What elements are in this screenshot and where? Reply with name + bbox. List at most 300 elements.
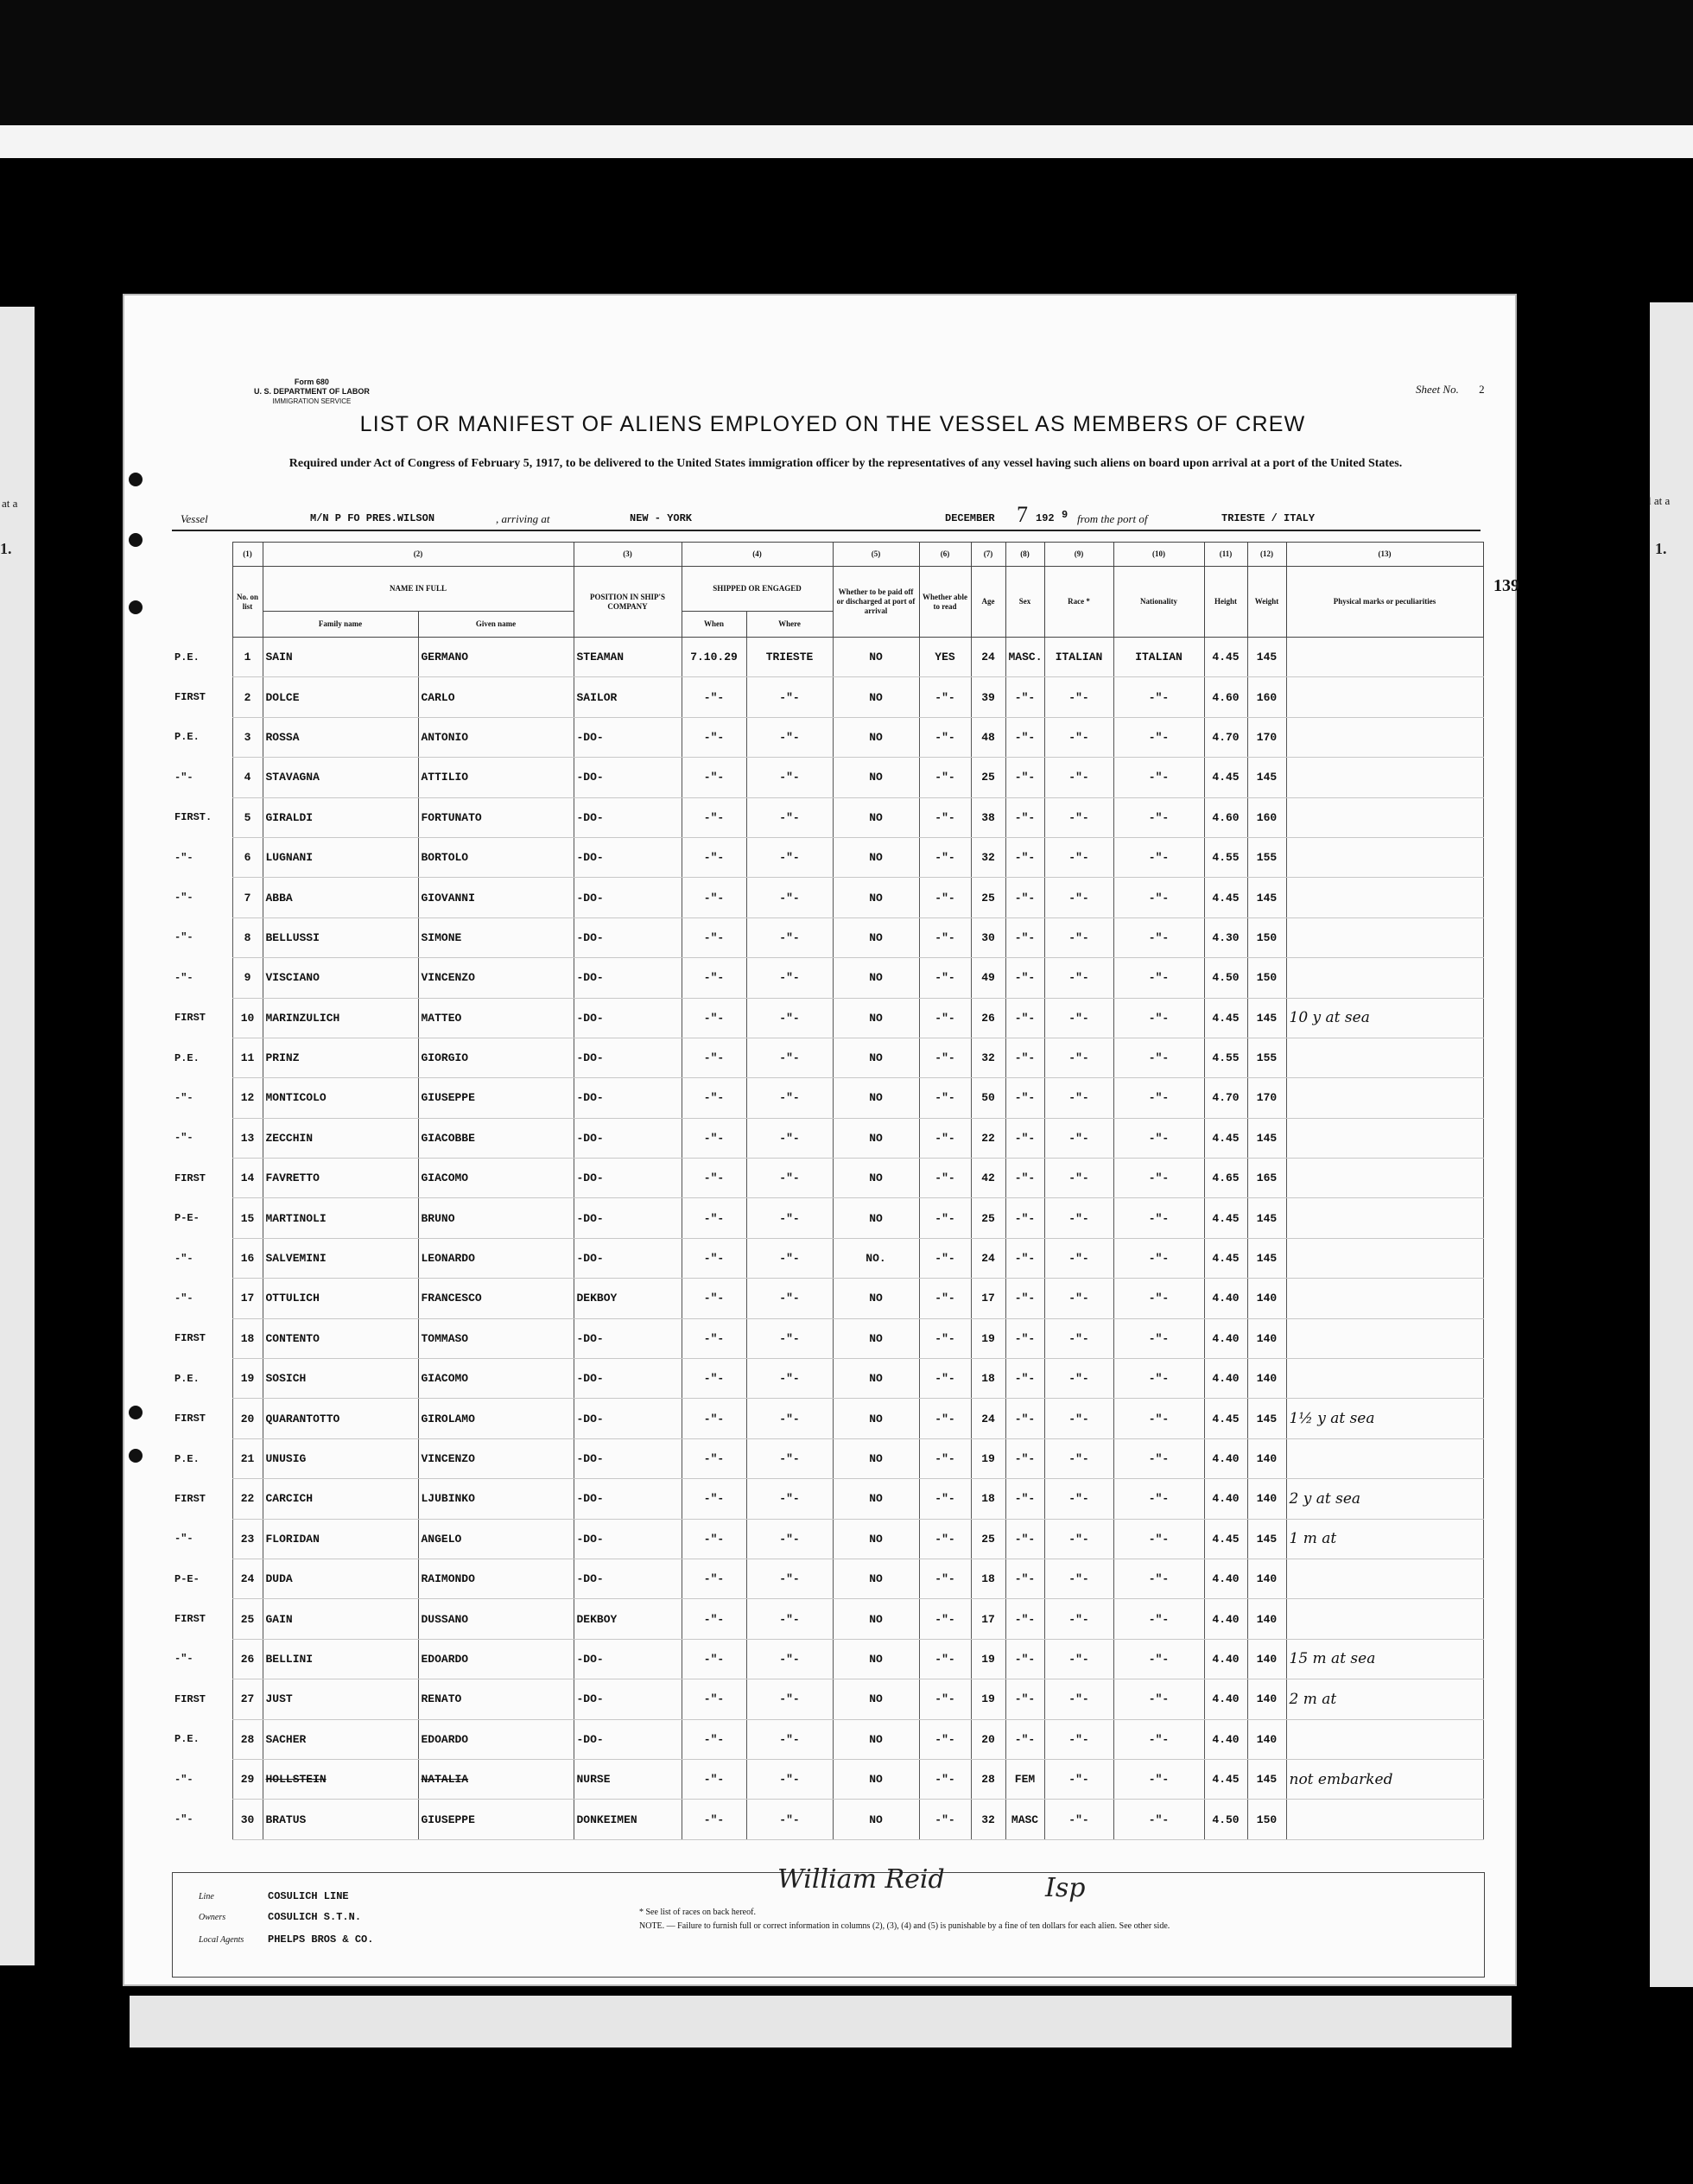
crew-when-shipped: -"-: [682, 1599, 746, 1639]
crew-number: 2: [232, 677, 263, 717]
crew-paid-off: NO: [833, 1719, 919, 1759]
crew-number: 18: [232, 1318, 263, 1358]
crew-given-name: RENATO: [418, 1679, 574, 1719]
crew-where-shipped: -"-: [746, 958, 833, 998]
crew-number: 28: [232, 1719, 263, 1759]
header-race: Race *: [1044, 567, 1113, 638]
crew-sex: MASC: [1005, 1800, 1044, 1839]
crew-number: 24: [232, 1559, 263, 1598]
crew-when-shipped: -"-: [682, 1479, 746, 1519]
crew-sex: -"-: [1005, 1559, 1044, 1598]
crew-paid-off: NO: [833, 638, 919, 677]
crew-age: 17: [971, 1279, 1005, 1318]
crew-position: -DO-: [574, 1438, 682, 1478]
crew-sex: -"-: [1005, 1279, 1044, 1318]
crew-weight: 155: [1247, 837, 1286, 877]
table-row: [172, 1759, 1483, 1799]
crew-physical-marks: [1286, 1559, 1483, 1598]
crew-family-name: STAVAGNA: [263, 758, 418, 797]
crew-nationality: -"-: [1113, 1359, 1204, 1399]
crew-race: -"-: [1044, 1639, 1113, 1679]
crew-race: -"-: [1044, 797, 1113, 837]
crew-able-to-read: -"-: [919, 1318, 971, 1358]
scan-border-top: [0, 0, 1693, 125]
header-shipped-engaged: SHIPPED OR ENGAGED: [682, 567, 833, 612]
crew-age: 22: [971, 1118, 1005, 1158]
crew-age: 25: [971, 1519, 1005, 1559]
crew-nationality: -"-: [1113, 1118, 1204, 1158]
crew-able-to-read: -"-: [919, 1759, 971, 1799]
crew-weight: 170: [1247, 1078, 1286, 1118]
page-subtitle: Required under Act of Congress of February 5, 1917, to be delivered to the United States immigration officer by the representatives of any vessel having such aliens on board upon arrival at a port of the United States.: [289, 457, 1403, 470]
crew-height: 4.45: [1204, 1759, 1247, 1799]
adjacent-page-left: [0, 307, 35, 1965]
crew-height: 4.65: [1204, 1159, 1247, 1198]
crew-race: -"-: [1044, 1438, 1113, 1478]
crew-sex: -"-: [1005, 1639, 1044, 1679]
crew-weight: 145: [1247, 1118, 1286, 1158]
table-row: [172, 1399, 1483, 1438]
table-row: [172, 638, 1483, 677]
crew-height: 4.45: [1204, 1118, 1247, 1158]
crew-status: P.E.: [174, 1372, 200, 1385]
crew-number: 23: [232, 1519, 263, 1559]
crew-where-shipped: -"-: [746, 917, 833, 957]
crew-race: -"-: [1044, 1359, 1113, 1399]
crew-weight: 170: [1247, 717, 1286, 757]
crew-height: 4.45: [1204, 1399, 1247, 1438]
crew-nationality: -"-: [1113, 1719, 1204, 1759]
crew-physical-marks: [1286, 1279, 1483, 1318]
crew-when-shipped: -"-: [682, 1639, 746, 1679]
col-5-number: (5): [833, 543, 919, 567]
crew-where-shipped: -"-: [746, 1118, 833, 1158]
crew-where-shipped: -"-: [746, 1238, 833, 1278]
crew-nationality: -"-: [1113, 1399, 1204, 1438]
crew-number: 20: [232, 1399, 263, 1438]
crew-weight: 140: [1247, 1479, 1286, 1519]
crew-number: 11: [232, 1038, 263, 1077]
crew-status: P.E.: [174, 731, 200, 744]
crew-where-shipped: -"-: [746, 1438, 833, 1478]
crew-height: 4.45: [1204, 758, 1247, 797]
crew-family-name: DOLCE: [263, 677, 418, 717]
crew-given-name: GERMANO: [418, 638, 574, 677]
crew-where-shipped: -"-: [746, 1279, 833, 1318]
crew-able-to-read: -"-: [919, 1118, 971, 1158]
crew-family-name: VISCIANO: [263, 958, 418, 998]
crew-position: -DO-: [574, 1238, 682, 1278]
table-row: [172, 1438, 1483, 1478]
binder-hole: [129, 473, 143, 486]
table-row: [172, 917, 1483, 957]
table-row: [172, 1479, 1483, 1519]
crew-weight: 140: [1247, 1559, 1286, 1598]
crew-where-shipped: -"-: [746, 1679, 833, 1719]
crew-where-shipped: -"-: [746, 1159, 833, 1198]
crew-weight: 160: [1247, 677, 1286, 717]
crew-nationality: -"-: [1113, 758, 1204, 797]
crew-nationality: ITALIAN: [1113, 638, 1204, 677]
crew-height: 4.55: [1204, 837, 1247, 877]
crew-status: -"-: [174, 771, 193, 784]
col-2-number: (2): [263, 543, 574, 567]
crew-paid-off: NO: [833, 1599, 919, 1639]
crew-status: -"-: [174, 931, 193, 944]
crew-race: -"-: [1044, 1078, 1113, 1118]
crew-height: 4.40: [1204, 1318, 1247, 1358]
crew-physical-marks: [1286, 1238, 1483, 1278]
crew-sex: -"-: [1005, 917, 1044, 957]
crew-where-shipped: -"-: [746, 1639, 833, 1679]
crew-age: 19: [971, 1639, 1005, 1679]
crew-race: -"-: [1044, 1279, 1113, 1318]
crew-status: P-E-: [174, 1212, 200, 1225]
col-1-number: (1): [232, 543, 263, 567]
crew-position: -DO-: [574, 1118, 682, 1158]
crew-paid-off: NO: [833, 837, 919, 877]
crew-family-name: LUGNANI: [263, 837, 418, 877]
crew-status: -"-: [174, 1132, 193, 1145]
crew-height: 4.70: [1204, 1078, 1247, 1118]
crew-given-name: GIUSEPPE: [418, 1800, 574, 1839]
crew-status: FIRST: [174, 1492, 206, 1505]
crew-number: 14: [232, 1159, 263, 1198]
crew-nationality: -"-: [1113, 1800, 1204, 1839]
crew-sex: -"-: [1005, 998, 1044, 1038]
table-row: [172, 878, 1483, 917]
crew-race: -"-: [1044, 1479, 1113, 1519]
header-able-to-read: Whether able to read: [919, 567, 971, 638]
crew-weight: 140: [1247, 1719, 1286, 1759]
crew-family-name: SAIN: [263, 638, 418, 677]
crew-able-to-read: -"-: [919, 758, 971, 797]
crew-position: -DO-: [574, 1399, 682, 1438]
crew-able-to-read: -"-: [919, 1800, 971, 1839]
left-margin-edge: 1.: [0, 540, 12, 557]
crew-physical-marks: 1½ y at sea: [1286, 1399, 1483, 1438]
crew-physical-marks: [1286, 1078, 1483, 1118]
crew-when-shipped: -"-: [682, 1679, 746, 1719]
crew-paid-off: NO: [833, 1759, 919, 1799]
crew-race: -"-: [1044, 1238, 1113, 1278]
crew-sex: -"-: [1005, 1719, 1044, 1759]
crew-sex: -"-: [1005, 717, 1044, 757]
crew-position: SAILOR: [574, 677, 682, 717]
crew-nationality: -"-: [1113, 677, 1204, 717]
crew-when-shipped: -"-: [682, 1399, 746, 1438]
table-row: [172, 837, 1483, 877]
crew-able-to-read: -"-: [919, 1238, 971, 1278]
crew-where-shipped: TRIESTE: [746, 638, 833, 677]
binder-hole: [129, 533, 143, 547]
header-name-in-full: NAME IN FULL: [263, 567, 574, 612]
crew-status: -"-: [174, 1292, 193, 1305]
sheet-number-value: 2: [1479, 383, 1485, 396]
crew-position: -DO-: [574, 837, 682, 877]
crew-weight: 145: [1247, 638, 1286, 677]
vessel-label: Vessel: [181, 512, 208, 525]
crew-sex: -"-: [1005, 1679, 1044, 1719]
crew-race: -"-: [1044, 998, 1113, 1038]
crew-height: 4.45: [1204, 1238, 1247, 1278]
crew-given-name: BORTOLO: [418, 837, 574, 877]
crew-race: -"-: [1044, 1198, 1113, 1238]
crew-when-shipped: -"-: [682, 1159, 746, 1198]
header-sex: Sex: [1005, 567, 1044, 638]
form-identifier: [254, 378, 370, 406]
manifest-sheet: [123, 294, 1517, 1986]
crew-nationality: -"-: [1113, 958, 1204, 998]
col-6-number: (6): [919, 543, 971, 567]
crew-physical-marks: [1286, 1038, 1483, 1077]
sheet-number: [1416, 383, 1485, 397]
crew-where-shipped: -"-: [746, 1719, 833, 1759]
crew-when-shipped: 7.10.29: [682, 638, 746, 677]
crew-nationality: -"-: [1113, 1679, 1204, 1719]
sheet-number-label: Sheet No.: [1416, 383, 1459, 396]
binder-hole: [129, 600, 143, 614]
table-row: [172, 1800, 1483, 1839]
crew-able-to-read: -"-: [919, 1078, 971, 1118]
crew-nationality: -"-: [1113, 917, 1204, 957]
crew-weight: 165: [1247, 1159, 1286, 1198]
crew-sex: -"-: [1005, 1399, 1044, 1438]
header-age: Age: [971, 567, 1005, 638]
line-label: Line: [199, 1892, 214, 1901]
crew-height: 4.40: [1204, 1359, 1247, 1399]
col-9-number: (9): [1044, 543, 1113, 567]
crew-sex: -"-: [1005, 1438, 1044, 1478]
crew-number: 27: [232, 1679, 263, 1719]
crew-paid-off: NO: [833, 1118, 919, 1158]
crew-height: 4.45: [1204, 878, 1247, 917]
crew-age: 32: [971, 1038, 1005, 1077]
crew-where-shipped: -"-: [746, 1519, 833, 1559]
crew-race: -"-: [1044, 1118, 1113, 1158]
crew-where-shipped: -"-: [746, 1479, 833, 1519]
crew-rows: [172, 638, 1483, 1840]
header-physical-marks: Physical marks or peculiarities: [1286, 567, 1483, 638]
crew-sex: -"-: [1005, 758, 1044, 797]
crew-nationality: -"-: [1113, 1279, 1204, 1318]
crew-sex: -"-: [1005, 1038, 1044, 1077]
crew-paid-off: NO: [833, 1399, 919, 1438]
right-margin-at: l at a: [1648, 494, 1671, 507]
crew-position: DONKEIMEN: [574, 1800, 682, 1839]
crew-height: 4.30: [1204, 917, 1247, 957]
crew-nationality: -"-: [1113, 1438, 1204, 1478]
crew-race: -"-: [1044, 1599, 1113, 1639]
crew-height: 4.40: [1204, 1719, 1247, 1759]
crew-when-shipped: -"-: [682, 1038, 746, 1077]
crew-physical-marks: [1286, 1599, 1483, 1639]
crew-number: 13: [232, 1118, 263, 1158]
crew-position: -DO-: [574, 1639, 682, 1679]
crew-position: -DO-: [574, 797, 682, 837]
crew-where-shipped: -"-: [746, 1559, 833, 1598]
crew-family-name: BRATUS: [263, 1800, 418, 1839]
crew-given-name: ANGELO: [418, 1519, 574, 1559]
crew-given-name: MATTEO: [418, 998, 574, 1038]
crew-age: 32: [971, 837, 1005, 877]
crew-where-shipped: -"-: [746, 797, 833, 837]
crew-height: 4.40: [1204, 1599, 1247, 1639]
table-row: [172, 1159, 1483, 1198]
crew-race: -"-: [1044, 1399, 1113, 1438]
crew-height: 4.45: [1204, 998, 1247, 1038]
col-12-number: (12): [1247, 543, 1286, 567]
crew-where-shipped: -"-: [746, 1038, 833, 1077]
crew-family-name: ABBA: [263, 878, 418, 917]
crew-paid-off: NO: [833, 1198, 919, 1238]
crew-age: 39: [971, 677, 1005, 717]
crew-when-shipped: -"-: [682, 958, 746, 998]
crew-weight: 145: [1247, 1519, 1286, 1559]
crew-race: -"-: [1044, 1318, 1113, 1358]
crew-number: 19: [232, 1359, 263, 1399]
crew-sex: -"-: [1005, 1198, 1044, 1238]
crew-paid-off: NO: [833, 958, 919, 998]
crew-when-shipped: -"-: [682, 1318, 746, 1358]
crew-weight: 140: [1247, 1318, 1286, 1358]
crew-weight: 145: [1247, 1198, 1286, 1238]
crew-number: 26: [232, 1639, 263, 1679]
crew-when-shipped: -"-: [682, 1359, 746, 1399]
table-row: [172, 1078, 1483, 1118]
crew-family-name: PRINZ: [263, 1038, 418, 1077]
binder-hole: [129, 1449, 143, 1463]
crew-given-name: VINCENZO: [418, 958, 574, 998]
col-13-number: (13): [1286, 543, 1483, 567]
crew-physical-marks: [1286, 958, 1483, 998]
line-value: COSULICH LINE: [268, 1890, 349, 1902]
crew-where-shipped: -"-: [746, 837, 833, 877]
crew-physical-marks: [1286, 1719, 1483, 1759]
crew-when-shipped: -"-: [682, 1438, 746, 1478]
crew-height: 4.45: [1204, 638, 1247, 677]
crew-physical-marks: [1286, 1800, 1483, 1839]
crew-when-shipped: -"-: [682, 717, 746, 757]
crew-number: 1: [232, 638, 263, 677]
crew-given-name: GIACOMO: [418, 1359, 574, 1399]
crew-sex: -"-: [1005, 1159, 1044, 1198]
crew-paid-off: NO: [833, 1159, 919, 1198]
crew-status: FIRST: [174, 1613, 206, 1626]
crew-status: P-E-: [174, 1572, 200, 1585]
col-10-number: (10): [1113, 543, 1204, 567]
crew-able-to-read: -"-: [919, 958, 971, 998]
crew-weight: 145: [1247, 758, 1286, 797]
crew-number: 17: [232, 1279, 263, 1318]
crew-race: -"-: [1044, 1038, 1113, 1077]
crew-status: FIRST.: [174, 811, 212, 824]
crew-family-name: SACHER: [263, 1719, 418, 1759]
table-row: [172, 1038, 1483, 1077]
crew-height: 4.45: [1204, 1519, 1247, 1559]
scan-bottom-strip: [130, 1996, 1512, 2048]
crew-family-name: SALVEMINI: [263, 1238, 418, 1278]
table-row: [172, 1198, 1483, 1238]
crew-height: 4.50: [1204, 1800, 1247, 1839]
crew-age: 19: [971, 1438, 1005, 1478]
crew-weight: 145: [1247, 998, 1286, 1038]
right-margin-edge: 1.: [1655, 540, 1667, 557]
service-name: IMMIGRATION SERVICE: [272, 397, 352, 405]
crew-physical-marks: [1286, 1438, 1483, 1478]
crew-paid-off: NO: [833, 717, 919, 757]
arrival-year-prefix: 192: [1036, 512, 1055, 524]
crew-number: 12: [232, 1078, 263, 1118]
crew-able-to-read: YES: [919, 638, 971, 677]
crew-position: -DO-: [574, 1159, 682, 1198]
crew-number: 6: [232, 837, 263, 877]
crew-position: -DO-: [574, 1198, 682, 1238]
crew-physical-marks: [1286, 837, 1483, 877]
crew-when-shipped: -"-: [682, 1719, 746, 1759]
crew-status: FIRST: [174, 1012, 206, 1025]
crew-given-name: GIACOBBE: [418, 1118, 574, 1158]
crew-given-name: GIORGIO: [418, 1038, 574, 1077]
crew-status: -"-: [174, 1252, 193, 1265]
crew-status: -"-: [174, 971, 193, 984]
crew-sex: -"-: [1005, 1118, 1044, 1158]
crew-able-to-read: -"-: [919, 1399, 971, 1438]
crew-physical-marks: 15 m at sea: [1286, 1639, 1483, 1679]
crew-age: 19: [971, 1679, 1005, 1719]
table-row: [172, 1238, 1483, 1278]
crew-status: -"-: [174, 1533, 193, 1546]
crew-physical-marks: [1286, 878, 1483, 917]
crew-where-shipped: -"-: [746, 1800, 833, 1839]
crew-age: 17: [971, 1599, 1005, 1639]
crew-height: 4.70: [1204, 717, 1247, 757]
crew-race: -"-: [1044, 878, 1113, 917]
page-title: LIST OR MANIFEST OF ALIENS EMPLOYED ON THE VESSEL AS MEMBERS OF CREW: [359, 412, 1306, 436]
crew-number: 10: [232, 998, 263, 1038]
crew-given-name: FORTUNATO: [418, 797, 574, 837]
crew-status: FIRST: [174, 691, 206, 704]
crew-given-name: FRANCESCO: [418, 1279, 574, 1318]
table-row: [172, 797, 1483, 837]
crew-height: 4.55: [1204, 1038, 1247, 1077]
crew-physical-marks: 2 y at sea: [1286, 1479, 1483, 1519]
crew-family-name: CARCICH: [263, 1479, 418, 1519]
crew-physical-marks: [1286, 717, 1483, 757]
table-row: [172, 958, 1483, 998]
agents-label: Local Agents: [199, 1935, 244, 1945]
crew-nationality: -"-: [1113, 1159, 1204, 1198]
department-name: U. S. DEPARTMENT OF LABOR: [254, 387, 370, 396]
crew-paid-off: NO: [833, 1318, 919, 1358]
crew-height: 4.40: [1204, 1639, 1247, 1679]
crew-family-name: UNUSIG: [263, 1438, 418, 1478]
crew-able-to-read: -"-: [919, 1679, 971, 1719]
crew-weight: 160: [1247, 797, 1286, 837]
crew-given-name: LJUBINKO: [418, 1479, 574, 1519]
crew-age: 32: [971, 1800, 1005, 1839]
vessel-line-rule: [172, 530, 1481, 531]
crew-status: -"-: [174, 892, 193, 905]
crew-race: -"-: [1044, 1519, 1113, 1559]
arriving-label: , arriving at: [496, 512, 550, 525]
crew-age: 18: [971, 1359, 1005, 1399]
arrival-day: 7: [1017, 502, 1028, 527]
crew-status: FIRST: [174, 1413, 206, 1425]
crew-position: -DO-: [574, 917, 682, 957]
crew-race: -"-: [1044, 758, 1113, 797]
crew-race: -"-: [1044, 1159, 1113, 1198]
